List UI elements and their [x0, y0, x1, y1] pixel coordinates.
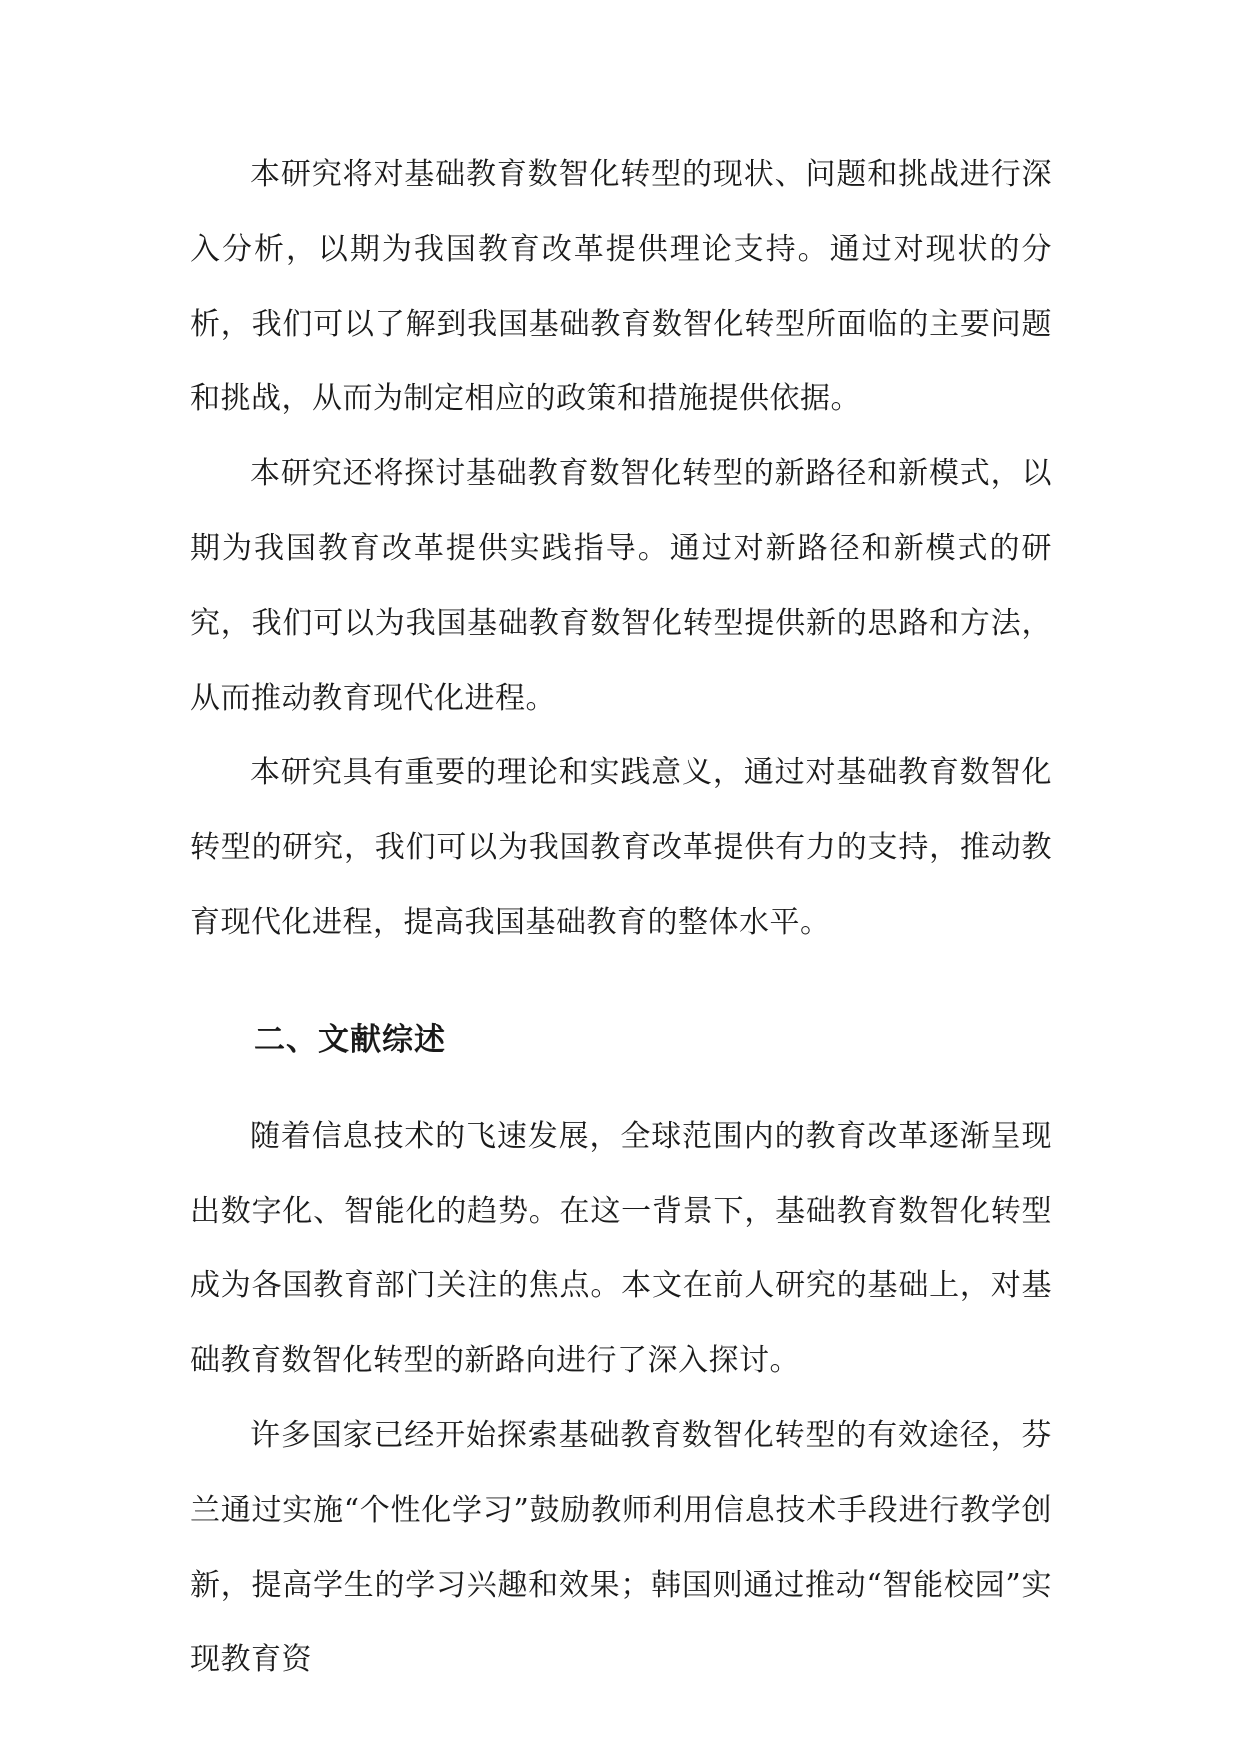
body-paragraph: 许多国家已经开始探索基础教育数智化转型的有效途径，芬兰通过实施“个性化学习”鼓励教师利用信息技术手段进行教学创新，提高学生的学习兴趣和效果；韩国则通过推动“智能校园”实现教育资 — [190, 1417, 1052, 1678]
body-paragraph: 随着信息技术的飞速发展，全球范围内的教育改革逐渐呈现出数字化、智能化的趋势。在这一背景下，基础教育数智化转型成为各国教育部门关注的焦点。本文在前人研究的基础上，对基础教育数智化转型的新路向进行了深入探讨。 — [190, 1118, 1052, 1379]
document-page — [190, 138, 1052, 1698]
body-paragraph: 本研究具有重要的理论和实践意义，通过对基础教育数智化转型的研究，我们可以为我国教育改革提供有力的支持，推动教育现代化进程，提高我国基础教育的整体水平。 — [190, 755, 1052, 940]
body-paragraph: 本研究还将探讨基础教育数智化转型的新路径和新模式，以期为我国教育改革提供实践指导。通过对新路径和新模式的研究，我们可以为我国基础教育数智化转型提供新的思路和方法，从而推动教育现代化进程。 — [190, 456, 1052, 716]
section-heading: 二、文献综述 — [254, 1021, 446, 1058]
body-paragraph: 本研究将对基础教育数智化转型的现状、问题和挑战进行深入分析，以期为我国教育改革提供理论支持。通过对现状的分析，我们可以了解到我国基础教育数智化转型所面临的主要问题和挑战，从而为制定相应的政策和措施提供依据。 — [190, 157, 1052, 417]
